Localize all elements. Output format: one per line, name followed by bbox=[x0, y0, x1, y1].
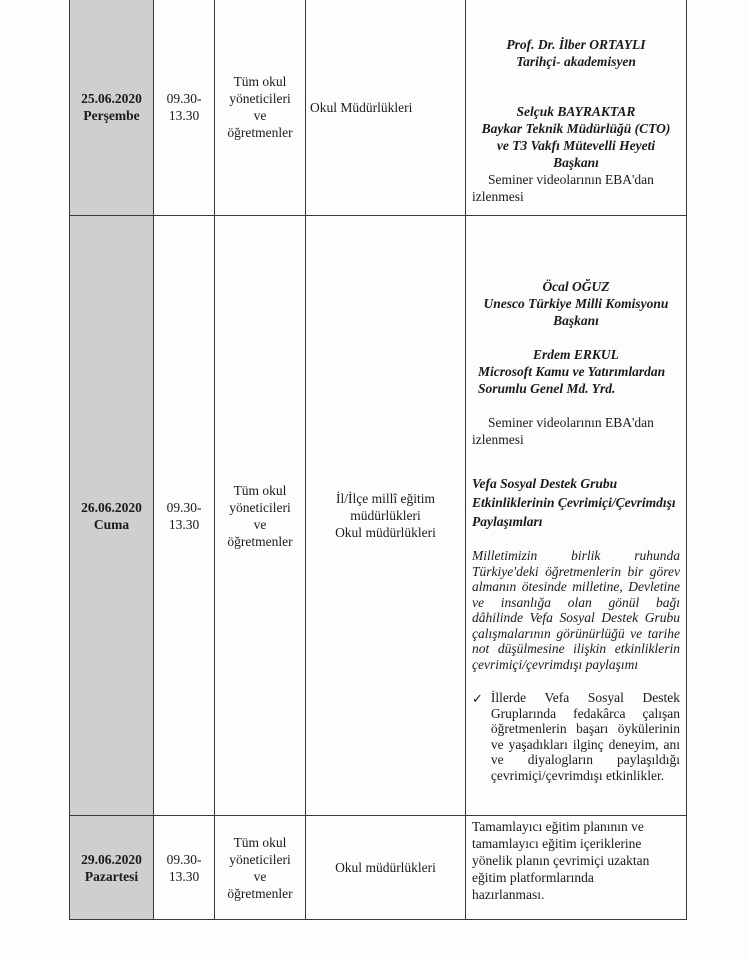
speaker-title: Sorumlu Genel Md. Yrd. bbox=[478, 381, 616, 396]
note-line: izlenmesi bbox=[472, 432, 524, 447]
audience-cell bbox=[215, 0, 306, 216]
speaker-name: Erdem ERKUL bbox=[533, 347, 619, 362]
audience-line: öğretmenler bbox=[227, 125, 293, 140]
time-start: 09.30- bbox=[166, 499, 202, 515]
organizer-cell bbox=[306, 0, 466, 216]
speaker-title: Unesco Türkiye Milli Komisyonu bbox=[483, 296, 669, 311]
organizer-line: Okul müdürlükleri bbox=[335, 525, 436, 540]
speaker-name: Öcal OĞUZ bbox=[542, 279, 610, 294]
table-row bbox=[70, 216, 687, 816]
day-text: Perşembe bbox=[83, 108, 140, 123]
speaker-title: Tarihçi- akademisyen bbox=[516, 53, 636, 69]
time-end: 13.30 bbox=[168, 516, 200, 532]
speaker-name: Prof. Dr. İlber ORTAYLI bbox=[506, 36, 646, 52]
speaker-name: Selçuk BAYRAKTAR bbox=[516, 103, 636, 119]
checklist-text: İllerde Vefa Sosyal Destek Gruplarında fedakârca çalışan öğretmenlerin başarı öykülerinin ve yaşadıkları ilginç deneyim, anı ve diyalogların paylaşıldığı çevrimiçi/çevrimdışı etkinlikler. bbox=[490, 690, 680, 783]
organizer-line: Okul Müdürlükleri bbox=[310, 99, 413, 115]
audience-line: yöneticileri bbox=[229, 851, 291, 867]
time-cell bbox=[154, 216, 215, 816]
time-start: 09.30- bbox=[166, 851, 202, 867]
audience-line: öğretmenler bbox=[227, 533, 293, 549]
time-cell bbox=[154, 816, 215, 920]
audience-line: ve bbox=[253, 516, 267, 532]
vefa-heading: Vefa Sosyal Destek Grubu Etkinliklerinin Çevrimiçi/Çevrimdışı Paylaşımları bbox=[472, 476, 676, 529]
time-end: 13.30 bbox=[168, 108, 200, 123]
description-line: tamamlayıcı eğitim içeriklerine bbox=[472, 836, 642, 851]
organizer-line: müdürlükleri bbox=[350, 508, 421, 523]
description-cell bbox=[466, 816, 687, 920]
schedule-table bbox=[69, 0, 687, 920]
audience-line: Tüm okul bbox=[233, 482, 287, 498]
organizer-cell bbox=[306, 216, 466, 816]
description-cell bbox=[466, 0, 687, 216]
audience-line: yöneticileri bbox=[229, 499, 291, 515]
speaker-title: ve T3 Vakfı Mütevelli Heyeti bbox=[496, 137, 656, 153]
audience-cell bbox=[215, 816, 306, 920]
checkmark-icon: ✓ bbox=[472, 691, 483, 706]
note-line: Seminer videolarının EBA'dan bbox=[488, 171, 654, 187]
organizer-cell bbox=[306, 816, 466, 920]
description-line: eğitim platformlarında bbox=[472, 870, 594, 885]
description-line: Tamamlayıcı eğitim planının ve bbox=[472, 819, 644, 834]
organizer-line: İl/İlçe millî eğitim bbox=[336, 491, 435, 506]
time-start: 09.30- bbox=[166, 91, 202, 106]
date-text: 25.06.2020 bbox=[81, 91, 142, 106]
vefa-paragraph: Milletimizin birlik ruhunda Türkiye'deki öğretmenlerin bir görev almanın ötesinde milletine, Devletine ve insanlığa olan gönül bağı dâhilinde Vefa Sosyal Destek Grubu çalışmalarının görünürlüğü ve tarihe not düşülmesine ilişkin etkinliklerin çevrimiçi/çevrimdışı paylaşımı bbox=[472, 548, 680, 672]
date-text: 29.06.2020 bbox=[81, 851, 142, 867]
audience-line: öğretmenler bbox=[227, 885, 293, 901]
speaker-title: Baykar Teknik Müdürlüğü (CTO) bbox=[481, 120, 671, 136]
description-cell bbox=[466, 216, 687, 816]
organizer-line: Okul müdürlükleri bbox=[335, 860, 436, 875]
audience-line: yöneticileri bbox=[229, 91, 291, 106]
note-line: Seminer videolarının EBA'dan bbox=[488, 415, 654, 430]
speaker-title: Başkanı bbox=[553, 154, 599, 170]
audience-line: ve bbox=[253, 868, 267, 884]
date-cell bbox=[70, 816, 154, 920]
speaker-title: Başkanı bbox=[553, 313, 599, 328]
date-cell bbox=[70, 0, 154, 216]
checklist-item bbox=[472, 690, 680, 783]
date-cell bbox=[70, 216, 154, 816]
day-text: Pazartesi bbox=[84, 868, 139, 884]
day-text: Cuma bbox=[93, 516, 130, 532]
audience-line: Tüm okul bbox=[233, 74, 287, 89]
audience-line: ve bbox=[253, 108, 267, 123]
audience-cell bbox=[215, 216, 306, 816]
audience-line: Tüm okul bbox=[233, 834, 287, 850]
note-line: izlenmesi bbox=[472, 188, 524, 204]
time-cell bbox=[154, 0, 215, 216]
time-end: 13.30 bbox=[168, 868, 200, 884]
table-row bbox=[70, 0, 687, 216]
table-row bbox=[70, 816, 687, 920]
description-line: yönelik planın çevrimiçi uzaktan bbox=[472, 853, 650, 868]
date-text: 26.06.2020 bbox=[81, 499, 142, 515]
description-line: hazırlanması. bbox=[472, 887, 545, 902]
speaker-title: Microsoft Kamu ve Yatırımlardan bbox=[478, 364, 666, 379]
